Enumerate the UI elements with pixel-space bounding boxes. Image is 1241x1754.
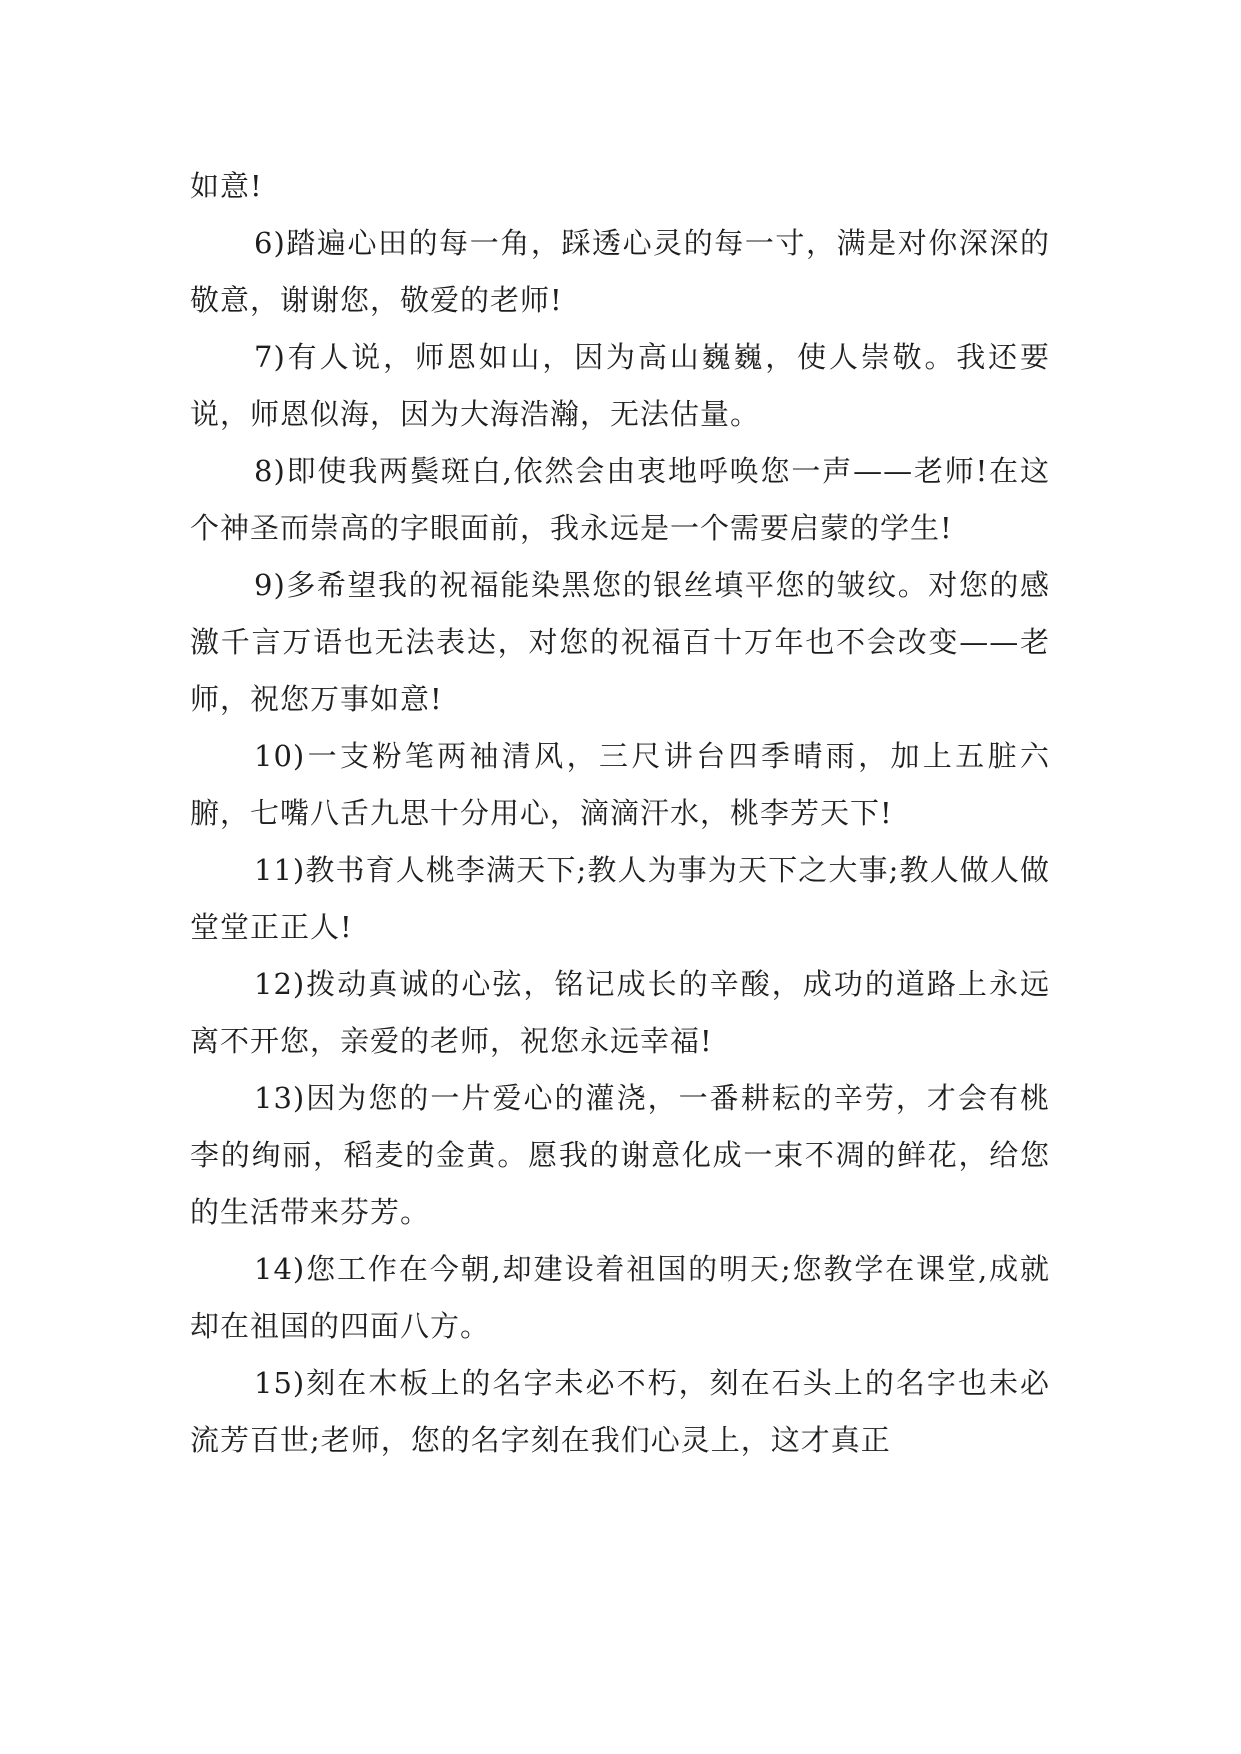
paragraph-item-7: 7)有人说，师恩如山，因为高山巍巍，使人崇敬。我还要说，师恩似海，因为大海浩瀚，无法估量。 [190, 340, 1050, 431]
paragraph-item-15: 15)刻在木板上的名字未必不朽，刻在石头上的名字也未必流芳百世;老师，您的名字刻在我们心灵上，这才真正 [190, 1366, 1050, 1457]
paragraph-item-9: 9)多希望我的祝福能染黑您的银丝填平您的皱纹。对您的感激千言万语也无法表达，对您的祝福百十万年也不会改变——老师，祝您万事如意! [190, 568, 1050, 716]
paragraph-item-11: 11)教书育人桃李满天下;教人为事为天下之大事;教人做人做堂堂正正人! [190, 853, 1050, 944]
paragraph-item-10: 10)一支粉笔两袖清风，三尺讲台四季晴雨，加上五脏六腑，七嘴八舌九思十分用心，滴滴汗水，桃李芳天下! [190, 739, 1050, 830]
paragraph-item-6: 6)踏遍心田的每一角，踩透心灵的每一寸，满是对你深深的敬意，谢谢您，敬爱的老师! [190, 226, 1050, 317]
paragraph-item-8: 8)即使我两鬓斑白,依然会由衷地呼唤您一声——老师!在这个神圣而崇高的字眼面前，我永远是一个需要启蒙的学生! [190, 454, 1050, 545]
paragraph-continuation: 如意! [190, 169, 263, 203]
document-body [190, 158, 1050, 1469]
paragraph-item-14: 14)您工作在今朝,却建设着祖国的明天;您教学在课堂,成就却在祖国的四面八方。 [190, 1252, 1050, 1343]
paragraph-item-13: 13)因为您的一片爱心的灌浇，一番耕耘的辛劳，才会有桃李的绚丽，稻麦的金黄。愿我的谢意化成一束不凋的鲜花，给您的生活带来芬芳。 [190, 1081, 1050, 1229]
paragraph-item-12: 12)拨动真诚的心弦，铭记成长的辛酸，成功的道路上永远离不开您，亲爱的老师，祝您永远幸福! [190, 967, 1050, 1058]
